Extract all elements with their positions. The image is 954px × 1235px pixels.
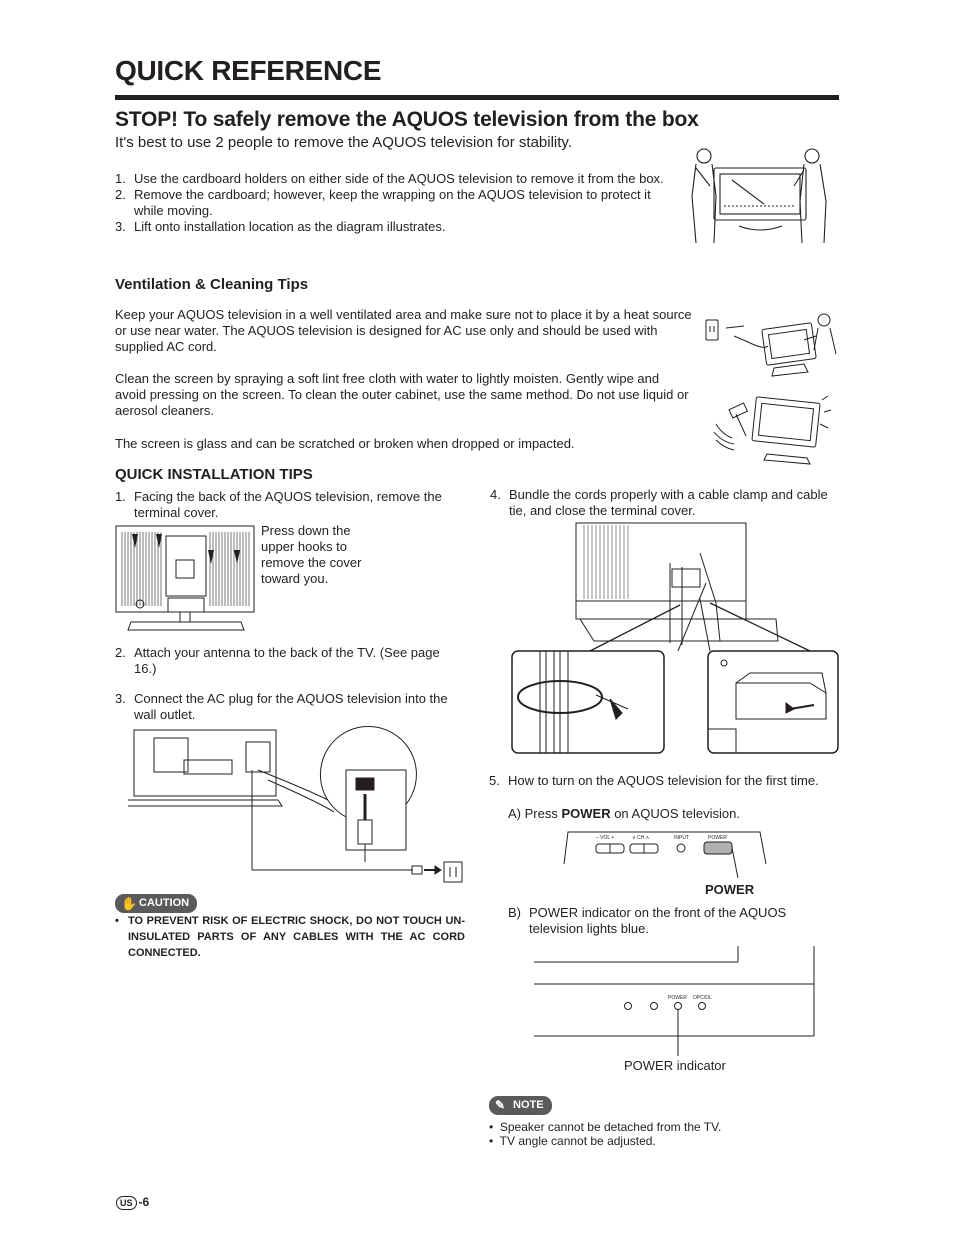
- tv-back-terminal-cover-diagram: [116, 526, 256, 641]
- step1-caption: Press down the upper hooks to remove the cover toward you.: [261, 523, 362, 586]
- note-list: [489, 1120, 829, 1148]
- caution-item: [115, 913, 465, 961]
- list-item: 3. Connect the AC plug for the AQUOS television into the wall outlet.: [115, 691, 448, 722]
- control-panel-diagram: [560, 830, 772, 882]
- ventilation-heading: Ventilation & Cleaning Tips: [115, 276, 309, 293]
- screen-impact-illustration: [712, 394, 832, 466]
- caution-text: TO PREVENT RISK OF ELECTRIC SHOCK, DO NOT TOUCH UN-INSULATED PARTS OF ANY CABLES WITH THE AC CORD CONNECTED.: [128, 915, 465, 959]
- list-item: • Speaker cannot be detached from the TV.: [489, 1120, 722, 1134]
- panel-label-power: POWER: [708, 835, 727, 841]
- panel-label-input: INPUT: [674, 835, 689, 841]
- install-heading: QUICK INSTALLATION TIPS: [115, 466, 313, 483]
- caution-badge: [115, 893, 197, 913]
- hand-icon: ✋: [121, 896, 138, 911]
- list-item: • TV angle cannot be adjusted.: [489, 1134, 656, 1148]
- stop-steps: [115, 171, 670, 235]
- caution-label: ✋ CAUTION: [115, 894, 197, 913]
- outlet-ventilation-illustration: [704, 306, 839, 381]
- install-step-1: [115, 489, 465, 521]
- step5a: A) Press POWER on AQUOS television.: [508, 806, 740, 821]
- list-item: 3. Lift onto installation location as the diagram illustrates.: [115, 219, 446, 234]
- page-number: US -6: [116, 1195, 149, 1210]
- step5b: B) POWER indicator on the front of the AQUOS television lights blue.: [508, 905, 787, 936]
- panel-label-ch: ∨ CH ∧: [632, 835, 650, 841]
- install-step-5: [489, 773, 839, 789]
- front-label-power: POWER: [668, 995, 687, 1001]
- region-badge: US: [116, 1196, 137, 1210]
- stop-lead: It's best to use 2 people to remove the AQUOS television for stability.: [115, 134, 572, 151]
- title-rule: [115, 95, 839, 100]
- ventilation-paragraph-1: Keep your AQUOS television in a well ventilated area and make sure not to place it by a heat source or use near water. The AQUOS television is designed for AC use only and should be used with supplied AC cord.: [115, 307, 692, 354]
- note-badge: [489, 1095, 552, 1115]
- install-step-2: [115, 645, 460, 677]
- list-item: 2. Attach your antenna to the back of the TV. (See page 16.): [115, 645, 440, 676]
- front-label-opc: OPC/DL: [693, 995, 712, 1001]
- page-title: QUICK REFERENCE: [115, 55, 382, 86]
- ventilation-paragraph-3: The screen is glass and can be scratched or broken when dropped or impacted.: [115, 436, 575, 451]
- stop-heading: STOP! To safely remove the AQUOS television from the box: [115, 108, 699, 131]
- ventilation-paragraph-2: Clean the screen by spraying a soft lint free cloth with water to lightly moisten. Gently wipe and avoid pressing on the screen. To clean the outer cabinet, use the same method. Do not use liquid or aerosol cleaners.: [115, 371, 689, 418]
- note-label: ✎ NOTE: [489, 1096, 552, 1115]
- ac-plug-connection-diagram: [128, 730, 468, 890]
- pencil-icon: ✎: [495, 1098, 506, 1112]
- cable-bundling-diagram: [510, 523, 840, 763]
- list-item: 4. Bundle the cords properly with a cable clamp and cable tie, and close the terminal cover.: [490, 487, 828, 518]
- list-item: 5. How to turn on the AQUOS television for the first time.: [489, 773, 819, 788]
- two-people-lifting-illustration: [684, 146, 834, 246]
- power-label: POWER: [705, 882, 755, 897]
- panel-label-vol: – VOL +: [596, 835, 615, 841]
- list-item: 2. Remove the cardboard; however, keep the wrapping on the AQUOS television to protect it while moving.: [115, 187, 651, 218]
- caution-bullet: •: [115, 915, 119, 927]
- install-step-3: [115, 691, 455, 723]
- list-item: 1. Facing the back of the AQUOS television, remove the terminal cover.: [115, 489, 442, 520]
- list-item: 1. Use the cardboard holders on either side of the AQUOS television to remove it from the box.: [115, 171, 664, 186]
- power-indicator-label: POWER indicator: [624, 1058, 726, 1073]
- install-step-4: [490, 487, 840, 519]
